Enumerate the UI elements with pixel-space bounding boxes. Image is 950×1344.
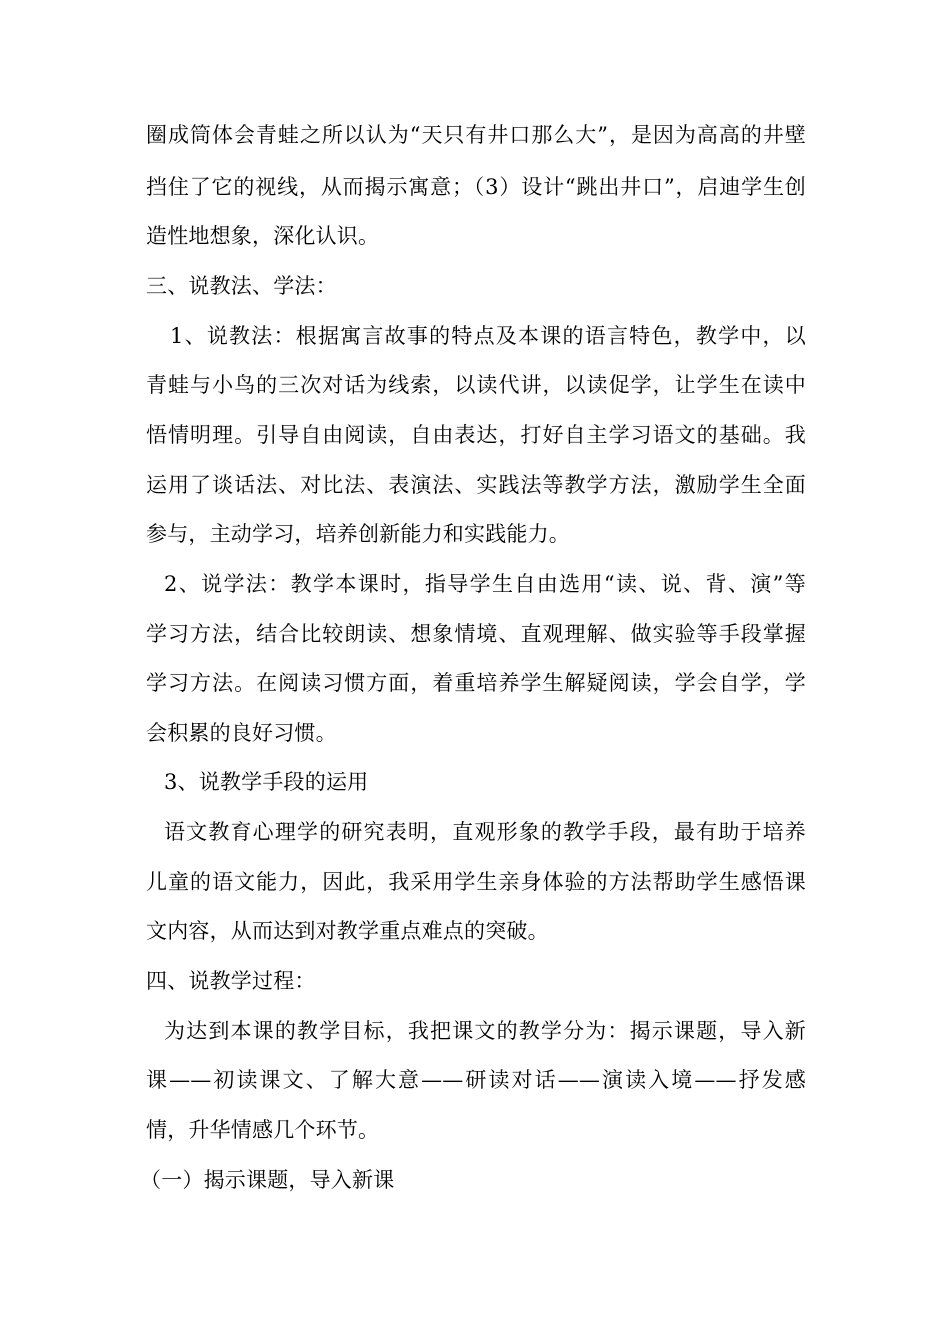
subsection-heading: 3、说教学手段的运用 — [164, 770, 369, 794]
text-line: 儿童的语文能力，因此，我采用学生亲身体验的方法帮助学生感悟课 — [146, 870, 806, 894]
text-line: 会积累的良好习惯。 — [146, 721, 337, 745]
text-line: 课——初读课文、了解大意——研读对话——演读入境——抒发感 — [146, 1068, 806, 1092]
text-line: 造性地想象，深化认识。 — [146, 224, 380, 248]
text-line: 2、说学法：教学本课时，指导学生自由选用“读、说、背、演”等 — [164, 572, 806, 596]
text-line: 情，升华情感几个环节。 — [146, 1118, 380, 1142]
text-line: 学习方法，结合比较朗读、想象情境、直观理解、做实验等手段掌握 — [146, 622, 806, 646]
section-heading: 三、说教法、学法： — [146, 274, 337, 298]
text-line: 运用了谈话法、对比法、表演法、实践法等教学方法，激励学生全面 — [146, 473, 806, 497]
text-line: 1、说教法：根据寓言故事的特点及本课的语言特色，教学中，以 — [170, 324, 806, 348]
text-line: 为达到本课的教学目标，我把课文的教学分为：揭示课题，导入新 — [164, 1019, 806, 1043]
text-line: 参与，主动学习，培养创新能力和实践能力。 — [146, 522, 570, 546]
text-line: 挡住了它的视线，从而揭示寓意；（3）设计“跳出井口”，启迪学生创 — [146, 175, 806, 199]
section-heading: 四、说教学过程： — [146, 969, 316, 993]
text-line: 学习方法。在阅读习惯方面，着重培养学生解疑阅读，学会自学，学 — [146, 671, 806, 695]
text-line: 文内容，从而达到对教学重点难点的突破。 — [146, 919, 549, 943]
text-line: 语文教育心理学的研究表明，直观形象的教学手段，最有助于培养 — [164, 820, 806, 844]
text-line: 悟情明理。引导自由阅读，自由表达，打好自主学习语文的基础。我 — [146, 423, 806, 447]
subsection-heading: （一）揭示课题，导入新课 — [140, 1168, 395, 1192]
text-line: 圈成筒体会青蛙之所以认为“天只有井口那么大”，是因为高高的井壁 — [146, 123, 806, 147]
text-line: 青蛙与小鸟的三次对话为线索，以读代讲，以读促学，让学生在读中 — [146, 373, 806, 397]
